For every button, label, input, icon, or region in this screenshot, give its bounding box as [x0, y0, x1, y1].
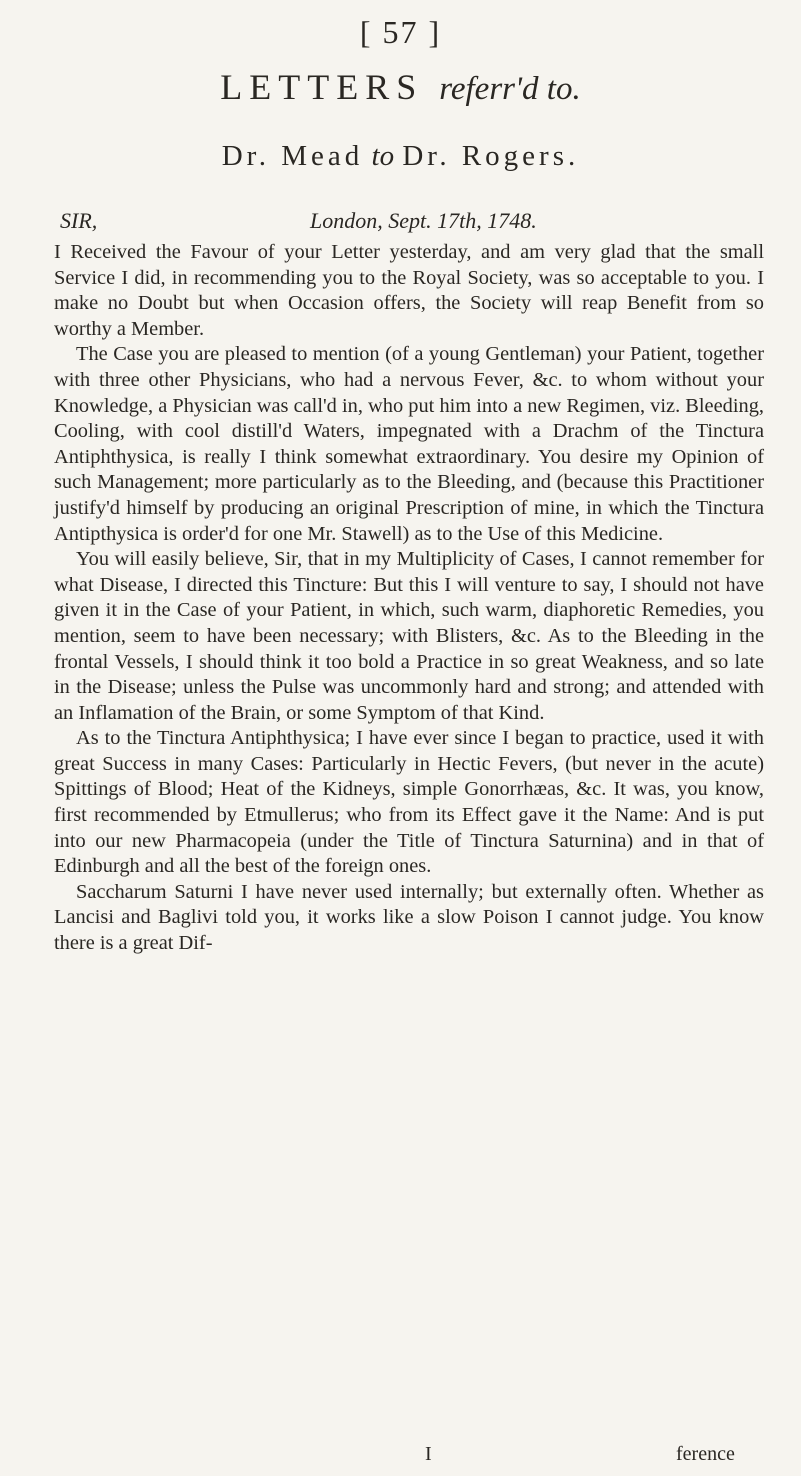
running-title: [0, 66, 801, 108]
paragraph-3: You will easily believe, Sir, that in my Multiplicity of Cases, I cannot remember for what Disease, I directed this Tincture: But this I will venture to say, I should not have given it in the Case of your Patient, in which, such warm, diaphoretic Remedies, you mention, seem to have been necessary; with Blisters, &c. As to the Bleeding in the frontal Vessels, I should think it too bold a Practice in so great Weakness, and so late in the Disease; unless the Pulse was uncommonly hard and strong; and attended with an Inflamation of the Brain, or some Symptom of that Kind.: [54, 548, 764, 724]
paragraph-1: I Received the Favour of your Letter yesterday, and am very glad that the small Service I did, in recommending you to the Royal Society, was so acceptable to you. I make no Doubt but when Occasion offers, the Society will reap Benefit from so worthy a Member.: [54, 241, 764, 340]
running-title-italic: referr'd to.: [439, 71, 581, 107]
salutation-line: [60, 208, 760, 234]
letter-recipient: Dr. Rogers.: [402, 140, 580, 172]
signature-mark: I: [425, 1443, 432, 1465]
paragraph-4: As to the Tinctura Antiphthysica; I have ever since I began to practice, used it with great Success in many Cases: Particularly in Hectic Fevers, (but never in the acute) Spittings of Blood; Heat of the Kidneys, simple Gonorrhæas, &c. It was, you know, first recommended by Etmullerus; who from its Effect gave it the Name: And is put into our new Pharmacopeia (under the Title of Tinctura Saturnina) and in that of Edinburgh and all the best of the foreign ones.: [54, 727, 764, 878]
salutation: SIR,: [60, 208, 98, 233]
letter-to-word: to: [371, 140, 395, 172]
catchword: ference: [676, 1443, 735, 1465]
letter-date: London, Sept. 17th, 1748.: [310, 208, 537, 233]
paragraph-5: Saccharum Saturni I have never used internally; but externally often. Whether as Lancisi and Baglivi told you, it works like a slow Poison I cannot judge. You know there is a great Dif-: [54, 880, 764, 955]
letter-heading: [0, 140, 801, 173]
running-title-caps: LETTERS: [220, 67, 424, 107]
paragraph-2: The Case you are pleased to mention (of a young Gentleman) your Patient, together with three other Physicians, who had a nervous Fever, &c. to whom without your Knowledge, a Physician was call'd in, who put him into a new Regimen, viz. Bleeding, Cooling, with cool distill'd Waters, impegnated with a Drachm of the Tinctura Antiphthysica, is really I think somewhat extraordinary. You desire my Opinion of such Management; more particularly as to the Bleeding, and (because this Practitioner justify'd himself by producing an original Prescription of mine, in which the Tinctura Antipthysica is order'd for one Mr. Stawell) as to the Use of this Medicine.: [54, 343, 764, 545]
letter-from: Dr. Mead: [221, 140, 364, 172]
page-number: [ 57 ]: [359, 14, 442, 50]
letter-body: [54, 240, 764, 957]
